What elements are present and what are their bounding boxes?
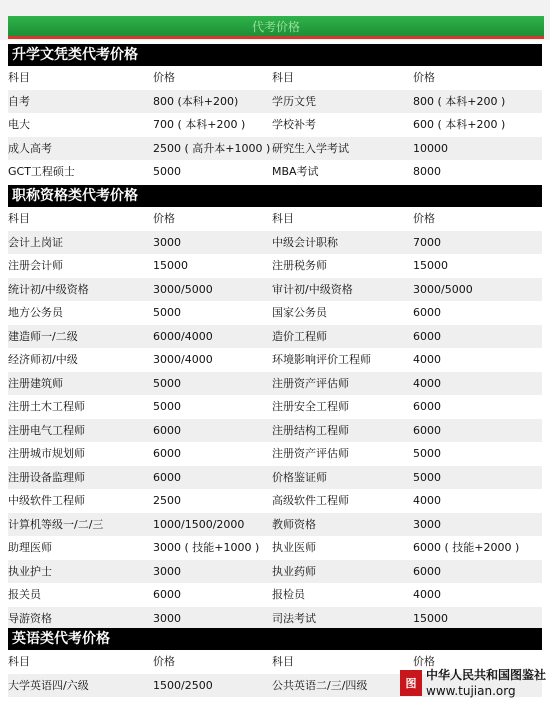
subject-cell: 注册资产评估师 [272,376,349,390]
price-cell: 6000/4000 [153,329,213,343]
price-cell: 5000 [153,400,181,413]
price-cell: 3000/5000 [413,282,473,296]
subject-cell: 注册电气工程师 [8,423,85,437]
price-cell: 15000 [153,259,188,272]
top-banner [0,0,550,40]
price-cell: 6000 [413,423,441,437]
subject-cell: 计算机等级一/二/三 [8,517,104,531]
subject-cell: 审计初/中级资格 [272,282,353,296]
watermark-logo-icon: 图 [400,670,422,696]
subject-cell: 中级软件工程师 [8,494,85,507]
watermark-url: www.tujian.org [426,684,516,698]
subject-cell: 价格鉴证师 [272,470,327,484]
subject-cell: 统计初/中级资格 [8,282,89,296]
table-row [8,160,542,183]
price-cell: 3000 ( 技能+1000 ) [153,541,260,554]
price-cell: 5000 [153,306,181,319]
price-cell: 6000 [413,400,441,413]
subject-cell: 公共英语二/三/四级 [272,678,368,692]
price-cell: 6000 [153,470,181,484]
table-row [8,231,542,254]
table-row [8,513,542,536]
price-cell: 5000 [153,165,181,178]
subject-cell: 注册会计师 [8,259,63,272]
subject-cell: 注册城市规划师 [8,447,85,460]
price-cell: 3000 [153,235,181,249]
price-cell: 7000 [413,235,441,249]
subject-cell: 建造师一/二级 [8,329,78,343]
price-cell: 600 ( 本科+200 ) [413,118,506,131]
subject-cell: 环境影响评价工程师 [272,353,371,366]
price-cell: 700 ( 本科+200 ) [153,118,246,131]
price-cell: 3000 [413,517,441,531]
subject-cell: 注册建筑师 [8,376,63,390]
price-cell: 800 (本科+200) [153,94,239,108]
price-cell: 4000 [413,588,441,601]
column-header: 科目 [272,655,294,668]
price-cell: 6000 [153,423,181,437]
price-cell: 15000 [413,259,448,272]
price-cell: 6000 [153,447,181,460]
column-header: 价格 [153,212,175,225]
subject-cell: 学历文凭 [272,94,316,108]
table-row [8,301,542,324]
subject-cell: 报关员 [8,588,41,601]
price-cell: 1000/1500/2000 [153,517,245,531]
subject-cell: 研究生入学考试 [272,141,349,155]
subject-cell: 执业医师 [272,541,316,554]
subject-cell: MBA考试 [272,165,319,178]
column-header: 科目 [272,71,294,84]
column-header: 价格 [153,71,175,84]
section-header: 英语类代考价格 [8,628,542,650]
watermark-title: 中华人民共和国图鉴社 [426,668,547,682]
subject-cell: 注册设备监理师 [8,470,85,484]
subject-cell: 学校补考 [272,118,316,131]
price-cell: 5000 [413,470,441,484]
table-row [8,278,542,301]
table-row [8,466,542,489]
price-cell: 6000 [413,564,441,578]
table-row [8,325,542,348]
table-row [8,137,542,160]
subject-cell: 国家公务员 [272,306,327,319]
table-row [8,560,542,583]
banner-text: 代考价格 [251,19,300,34]
column-header: 科目 [8,212,30,225]
price-cell: 6000 [413,329,441,343]
subject-cell: 成人高考 [8,141,52,155]
section-header: 升学文凭类代考价格 [8,44,542,66]
price-cell: 1500/2500 [153,678,213,692]
table-row [8,583,542,606]
subject-cell: 注册土木工程师 [8,400,85,413]
subject-cell: 导游资格 [8,611,52,625]
table-row [8,90,542,113]
table-header-row [8,207,542,230]
subject-cell: 助理医师 [8,541,52,554]
column-header: 价格 [413,71,435,84]
table-row [8,372,542,395]
column-header: 价格 [153,655,175,668]
subject-cell: 执业护士 [8,564,52,578]
subject-cell: 造价工程师 [272,329,327,343]
subject-cell: 地方公务员 [8,306,63,319]
table-row [8,489,542,512]
price-cell: 10000 [413,141,448,155]
subject-cell: 注册资产评估师 [272,447,349,460]
table-row [8,348,542,371]
table-header-row [8,66,542,89]
subject-cell: 会计上岗证 [8,235,63,249]
subject-cell: 执业药师 [272,564,316,578]
price-cell: 2500 ( 高升本+1000 ) [153,141,271,155]
price-cell: 3000/5000 [153,282,213,296]
subject-cell: 经济师初/中级 [8,353,78,366]
price-cell: 15000 [413,611,448,625]
column-header: 科目 [8,71,30,84]
price-cell: 4000 [413,494,441,507]
price-cell: 5000 [153,376,181,390]
watermark [400,666,550,702]
price-cell: 4000 [413,376,441,390]
price-cell: 800 ( 本科+200 ) [413,94,506,108]
table-row [8,113,542,136]
price-cell: 2500 [153,494,181,507]
subject-cell: 教师资格 [272,517,316,531]
price-cell: 5000 [413,447,441,460]
table-row [8,395,542,418]
subject-cell: 报检员 [272,588,305,601]
price-cell: 3000 [153,564,181,578]
section-header: 职称资格类代考价格 [8,185,542,207]
column-header: 科目 [8,655,30,668]
subject-cell: 电大 [8,118,30,131]
price-cell: 3000/4000 [153,353,213,366]
subject-cell: 中级会计职称 [272,235,338,249]
column-header: 价格 [413,212,435,225]
subject-cell: 高级软件工程师 [272,494,349,507]
column-header: 科目 [272,212,294,225]
price-cell: 6000 ( 技能+2000 ) [413,541,520,554]
column-header: 价格 [413,655,435,668]
price-cell: 4000 [413,353,441,366]
table-row [8,607,542,630]
subject-cell: 司法考试 [272,611,316,625]
table-row [8,536,542,559]
price-cell: 3000 [153,611,181,625]
subject-cell: 注册结构工程师 [272,423,349,437]
table-row [8,442,542,465]
banner-strip [8,16,544,39]
price-cell: 6000 [413,306,441,319]
subject-cell: 注册安全工程师 [272,400,349,413]
subject-cell: 注册税务师 [272,259,327,272]
price-cell: 6000 [153,588,181,601]
subject-cell: GCT工程硕士 [8,165,75,178]
table-row [8,419,542,442]
subject-cell: 大学英语四/六级 [8,678,89,692]
table-row [8,254,542,277]
price-cell: 8000 [413,165,441,178]
subject-cell: 自考 [8,94,30,108]
